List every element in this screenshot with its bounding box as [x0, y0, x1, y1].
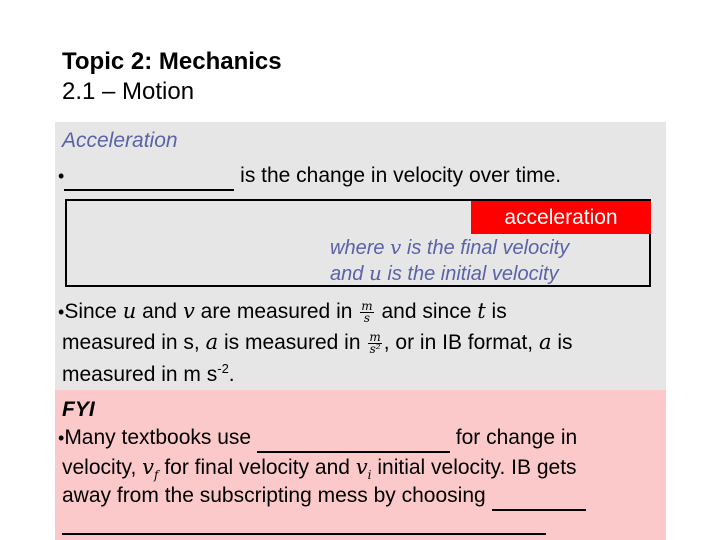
numerator: m	[361, 298, 373, 313]
var-u: u	[368, 261, 382, 285]
var-v: v	[390, 235, 402, 259]
text: are measured in	[200, 300, 353, 323]
text: away from the subscripting mess by choosing	[62, 484, 486, 507]
var-v: v	[182, 299, 195, 323]
fill-in-blank-line	[62, 533, 546, 535]
text: and since	[381, 300, 472, 323]
bullet: •	[58, 302, 65, 322]
fill-in-blank	[257, 425, 450, 453]
text: measured in s,	[62, 331, 200, 354]
text: is	[491, 300, 507, 323]
var-v: v	[355, 455, 368, 479]
fyi-line-1	[58, 425, 577, 453]
text: , or in IB format,	[383, 331, 534, 354]
text: Many textbooks use	[64, 426, 252, 449]
text: for change in	[455, 426, 578, 449]
fraction-m-per-s	[360, 298, 373, 325]
var-v-initial	[355, 455, 372, 483]
text: Since	[64, 300, 117, 323]
definition-line	[58, 163, 561, 191]
answer-tag: acceleration	[471, 201, 651, 234]
fraction-m-per-s-squared	[368, 329, 381, 356]
topic-title: Topic 2: Mechanics	[62, 48, 282, 75]
final-velocity-text: is the final velocity	[406, 237, 570, 259]
fyi-heading: FYI	[62, 398, 95, 421]
fill-in-blank	[492, 483, 586, 511]
text: and	[142, 300, 178, 323]
var-a: a	[538, 330, 552, 354]
denominator: s	[363, 310, 371, 325]
text: measured in m s	[62, 363, 218, 386]
where-initial-velocity	[330, 261, 559, 286]
var-u: u	[122, 299, 137, 323]
denominator: s²	[369, 341, 381, 356]
fyi-line-3	[62, 483, 586, 511]
acceleration-heading: Acceleration	[62, 129, 178, 152]
bullet: •	[58, 166, 65, 186]
units-line-3	[62, 362, 235, 388]
numerator: m	[369, 329, 381, 344]
text: for final velocity and	[164, 456, 350, 479]
var-t: t	[477, 299, 486, 323]
var-a: a	[205, 330, 219, 354]
var-v-final	[142, 455, 159, 483]
definition-text: is the change in velocity over time.	[240, 164, 562, 187]
initial-velocity-text: is the initial velocity	[387, 263, 559, 285]
fill-in-blank	[64, 163, 234, 191]
slide-title	[62, 47, 282, 107]
text: initial velocity. IB gets	[377, 456, 577, 479]
text: velocity,	[62, 456, 137, 479]
text: .	[228, 363, 235, 386]
fyi-line-2	[62, 454, 577, 481]
text: is measured in	[223, 331, 361, 354]
where-final-velocity	[330, 235, 569, 260]
units-line-1	[58, 298, 507, 325]
subscript-f: f	[154, 468, 159, 483]
where-word: where	[330, 237, 385, 259]
var-v: v	[142, 455, 155, 479]
subscript-i: i	[367, 468, 372, 483]
text: is	[557, 331, 573, 354]
exponent: -2	[217, 361, 229, 376]
and-word: and	[330, 263, 364, 285]
units-line-2	[62, 329, 573, 356]
subtopic-title: 2.1 – Motion	[62, 78, 195, 105]
bullet: •	[58, 428, 65, 448]
